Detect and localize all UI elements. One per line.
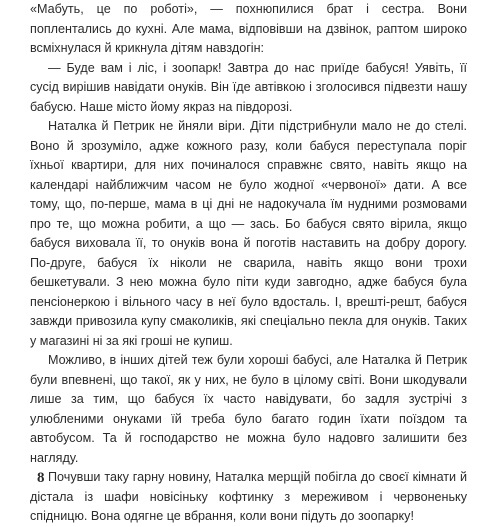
paragraph: Почувши таку гарну новину, Наталка мерщій побігла до своєї кімнати й дістала із шафи новісіньку кофтинку з мереживом і червоненьку спідницю. Вона одягне це вбрання, коли вони підуть до зоопарку!: [30, 470, 467, 523]
paragraph: Наталка й Петрик не йняли віри. Діти підстрибнули мало не до стелі. Воно й зрозуміло, адже кожного разу, коли бабуся переступала поріг їхньої квартири, для них починалося справжнє свято, навіть якщо на календарі найближчим часом не було жодної «червоної» дати. А все тому, що, по-перше, мама в ці дні не надокучала їм нудними розмовами про те, що можна робити, а що — зась. Бо бабуся свято вірила, якщо бабуся виховала її, то онуків вона й поготів наставить на добру дорогу. По-друге, бабуся їх ніколи не сварила, навіть якщо вони трохи бешкетували. З нею можна було піти куди завгодно, адже бабуся була пенсіонеркою і вільного часу в неї було вдосталь. І, врешті-решт, бабуся завжди привозила купу смаколиків, які спеціально пекла для онуків. Таких у магазині ні за які гроші не купиш.: [30, 119, 467, 348]
paragraph: Можливо, в інших дітей теж були хороші бабусі, але Наталка й Петрик були впевнені, що такої, як у них, не було в цілому світі. Вони шкодували лише за тим, що бабуся їх часто навідувати, бо задля зустрічі з улюбленими онуками їй треба було багато годин їхати поїздом та автобусом. Та й господарство не можна було надовго залишити без нагляду.: [30, 353, 467, 465]
paragraph: «Мабуть, це по роботі», — похнюпилися брат і сестра. Вони поплентались до кухні. Але мама, відповівши на дзвінок, раптом широко всміхнулася й крикнула дітям навздогін:: [30, 2, 467, 55]
body-text: [30, 0, 467, 527]
paragraph: — Буде вам і ліс, і зоопарк! Завтра до нас приїде бабуся! Уявіть, її сусід вирішив навідати онуків. Він їде автівкою і зголосився підвезти нашу бабусю. Наше місто йому якраз на півдорозі.: [30, 60, 467, 114]
page-number: 8: [37, 470, 45, 486]
